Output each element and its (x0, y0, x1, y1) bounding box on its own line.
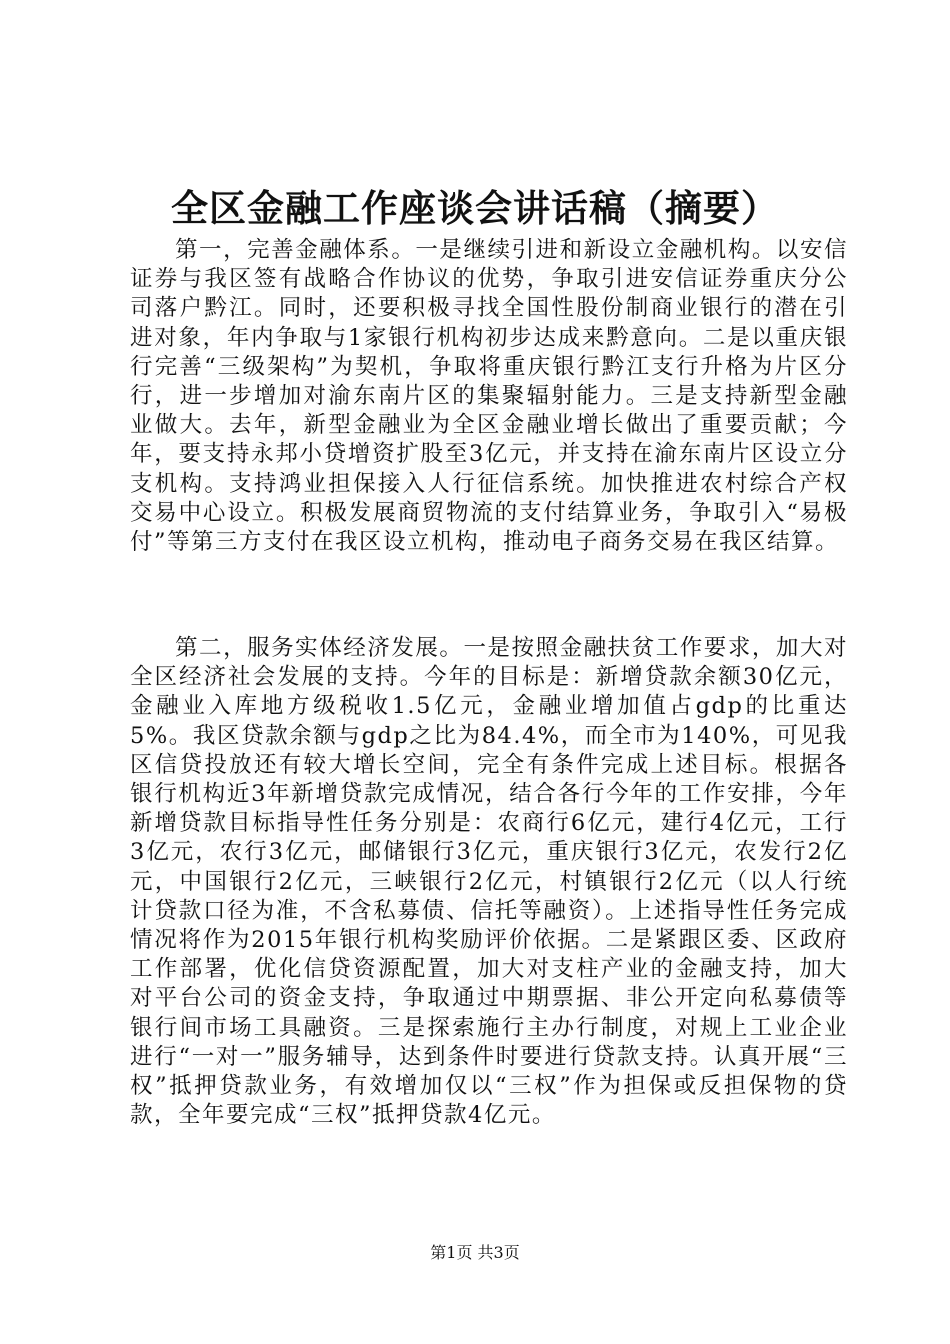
paragraph-real-economy: 第二，服务实体经济发展。一是按照金融扶贫工作要求，加大对全区经济社会发展的支持。今年的目标是：新增贷款余额30亿元，金融业入库地方级税收1.5亿元，金融业增加值占gdp的比重达5%。我区贷款余额与gdp之比为84.4%，而全市为140%，可见我区信贷投放还有较大增长空间，完全有条件完成上述目标。根据各银行机构近3年新增贷款完成情况，结合各行今年的工作安排，今年新增贷款目标指导性任务分别是：农商行6亿元，建行4亿元，工行3亿元，农行3亿元，邮储银行3亿元，重庆银行3亿元，农发行2亿元，中国银行2亿元，三峡银行2亿元，村镇银行2亿元（以人行统计贷款口径为准，不含私募债、信托等融资）。上述指导性任务完成情况将作为2015年银行机构奖励评价依据。二是紧跟区委、区政府工作部署，优化信贷资源配置，加大对支柱产业的金融支持，加大对平台公司的资金支持，争取通过中期票据、非公开定向私募债等银行间市场工具融资。三是探索施行主办行制度，对规上工业企业进行“一对一”服务辅导，达到条件时要进行贷款支持。认真开展“三权”抵押贷款业务，有效增加仅以“三权”作为担保或反担保物的贷款，全年要完成“三权”抵押贷款4亿元。 (130, 635, 848, 1129)
page-footer: 第1页 共3页 (430, 1243, 520, 1262)
document-title: 全区金融工作座谈会讲话稿（摘要） (171, 187, 779, 230)
paragraph-financial-system: 第一，完善金融体系。一是继续引进和新设立金融机构。以安信证券与我区签有战略合作协议的优势，争取引进安信证券重庆分公司落户黔江。同时，还要积极寻找全国性股份制商业银行的潜在引进对象，年内争取与1家银行机构初步达成来黔意向。二是以重庆银行完善“三级架构”为契机，争取将重庆银行黔江支行升格为片区分行，进一步增加对渝东南片区的集聚辐射能力。三是支持新型金融业做大。去年，新型金融业为全区金融业增长做出了重要贡献；今年，要支持永邦小贷增资扩股至3亿元，并支持在渝东南片区设立分支机构。支持鸿业担保接入人行征信系统。加快推进农村综合产权交易中心设立。积极发展商贸物流的支付结算业务，争取引入“易极付”等第三方支付在我区设立机构，推动电子商务交易在我区结算。 (130, 237, 848, 556)
